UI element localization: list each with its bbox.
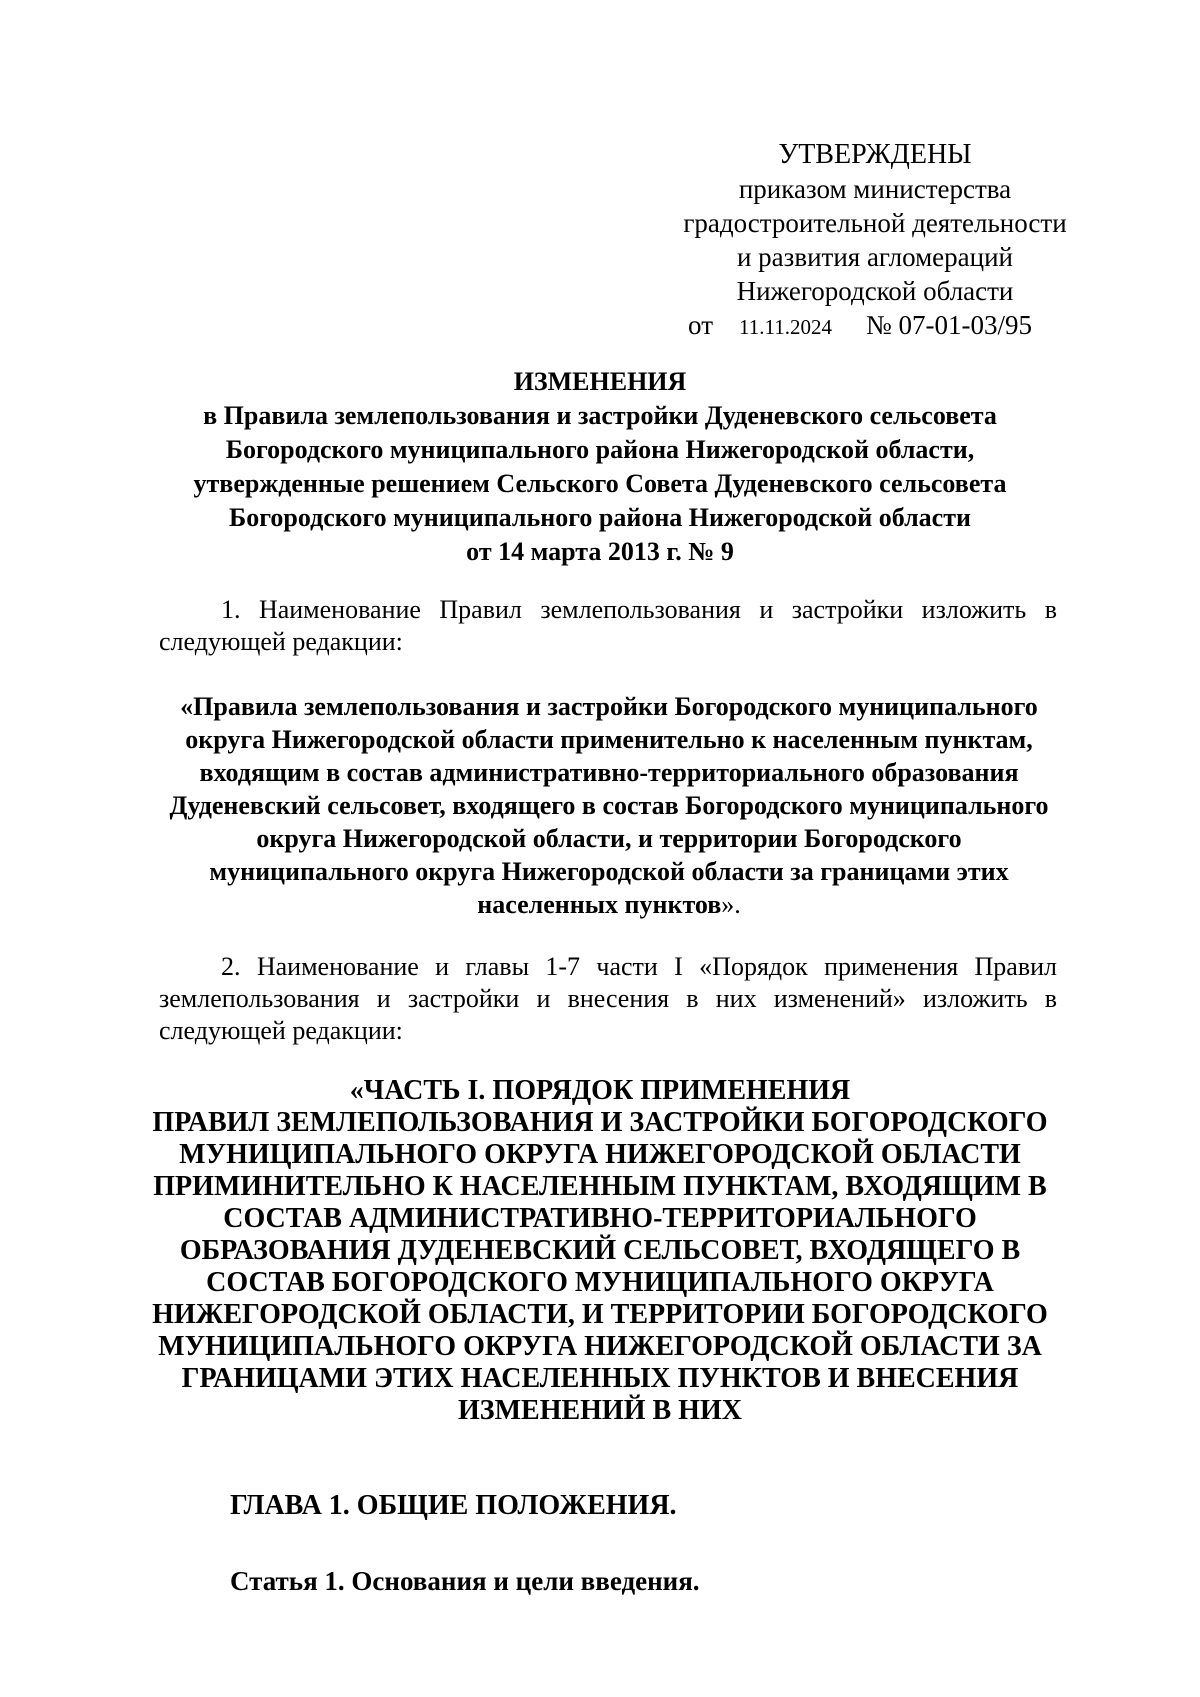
approval-title: УТВЕРЖДЕНЫ [778,139,972,170]
approval-line: и развития агломераций [736,242,1013,272]
quote-line: «Правила землепользования и застройки Богородского муниципального [180,692,1038,721]
new-rules-name [150,690,1068,921]
part-line: ИЗМЕНЕНИЙ В НИХ [458,1395,742,1426]
quote-line: входящим в состав административно-территориального образования [199,758,1019,787]
document-title [150,365,1050,569]
title-line: от 14 марта 2013 г. № 9 [466,537,734,566]
title-line: Богородского муниципального района Нижегородской области [229,503,971,532]
approval-line: приказом министерства [738,174,1012,204]
article-heading: Статья 1. Основания и цели введения. [230,1566,700,1596]
paragraph-2 [159,951,1057,1047]
approval-line: градостроительной деятельности [683,208,1067,238]
part-line: НИЖЕГОРОДСКОЙ ОБЛАСТИ, И ТЕРРИТОРИИ БОГОРОДСКОГО [152,1299,1048,1330]
approval-block [640,138,1110,344]
part-line: ОБРАЗОВАНИЯ ДУДЕНЕВСКИЙ СЕЛЬСОВЕТ, ВХОДЯЩЕГО В [179,1235,1021,1266]
quote-last-line [150,888,1068,921]
quote-line: Дуденевский сельсовет, входящего в состав Богородского муниципального [169,791,1049,820]
approval-number: № 07-01-03/95 [865,310,1032,340]
quote-line: муниципального округа Нижегородской области за границами этих [209,857,1009,886]
part-line: МУНИЦИПАЛЬНОГО ОКРУГА НИЖЕГОРОДСКОЙ ОБЛАСТИ ЗА [158,1331,1042,1362]
part-line: ПРИМИНИТЕЛЬНО К НАСЕЛЕННЫМ ПУНКТАМ, ВХОДЯЩИМ В [153,1171,1047,1202]
title-line: в Правила землепользования и застройки Дуденевского сельсовета [203,401,997,430]
paragraph-2-first-line: 2. Наименование и главы 1-7 части I «Порядок применения Правил [221,952,1057,981]
title-line: утвержденные решением Сельского Совета Дуденевского сельсовета [193,469,1007,498]
paragraph-2-second-line: землепользования и застройки и внесения в них изменений» изложить в [159,984,1057,1013]
date-prefix: от [688,310,713,340]
part-line: СОСТАВ БОГОРОДСКОГО МУНИЦИПАЛЬНОГО ОКРУГА [206,1267,994,1298]
part-heading [150,1075,1050,1427]
quote-line: округа Нижегородской области, и территории Богородского [256,824,962,853]
approval-date: 11.11.2024 [739,315,832,339]
title-line: Богородского муниципального района Нижегородской области, [225,435,975,464]
paragraph-1 [159,594,1057,658]
approval-date-line [610,308,1110,344]
paragraph-1-rest: следующей редакции: [159,627,403,656]
paragraph-2-rest: следующей редакции: [159,1016,403,1045]
part-line: СОСТАВ АДМИНИСТРАТИВНО-ТЕРРИТОРИАЛЬНОГО [223,1203,977,1234]
title-heading: ИЗМЕНЕНИЯ [513,367,687,396]
quote-line: округа Нижегородской области применительно к населенным пунктам, [185,725,1033,754]
quote-line: населенных пунктов [477,890,722,919]
part-line: ПРАВИЛ ЗЕМЛЕПОЛЬЗОВАНИЯ И ЗАСТРОЙКИ БОГОРОДСКОГО [152,1107,1048,1138]
part-line: ГРАНИЦАМИ ЭТИХ НАСЕЛЕННЫХ ПУНКТОВ И ВНЕСЕНИЯ [181,1363,1019,1394]
part-line: «ЧАСТЬ I. ПОРЯДОК ПРИМЕНЕНИЯ [349,1075,851,1106]
approval-line: Нижегородской области [736,276,1014,306]
paragraph-1-first-line: 1. Наименование Правил землепользования и застройки изложить в [221,595,1057,624]
quote-closing: ». [721,890,741,919]
part-line: МУНИЦИПАЛЬНОГО ОКРУГА НИЖЕГОРОДСКОЙ ОБЛАСТИ [179,1139,1021,1170]
chapter-heading: ГЛАВА 1. ОБЩИЕ ПОЛОЖЕНИЯ. [230,1490,677,1521]
